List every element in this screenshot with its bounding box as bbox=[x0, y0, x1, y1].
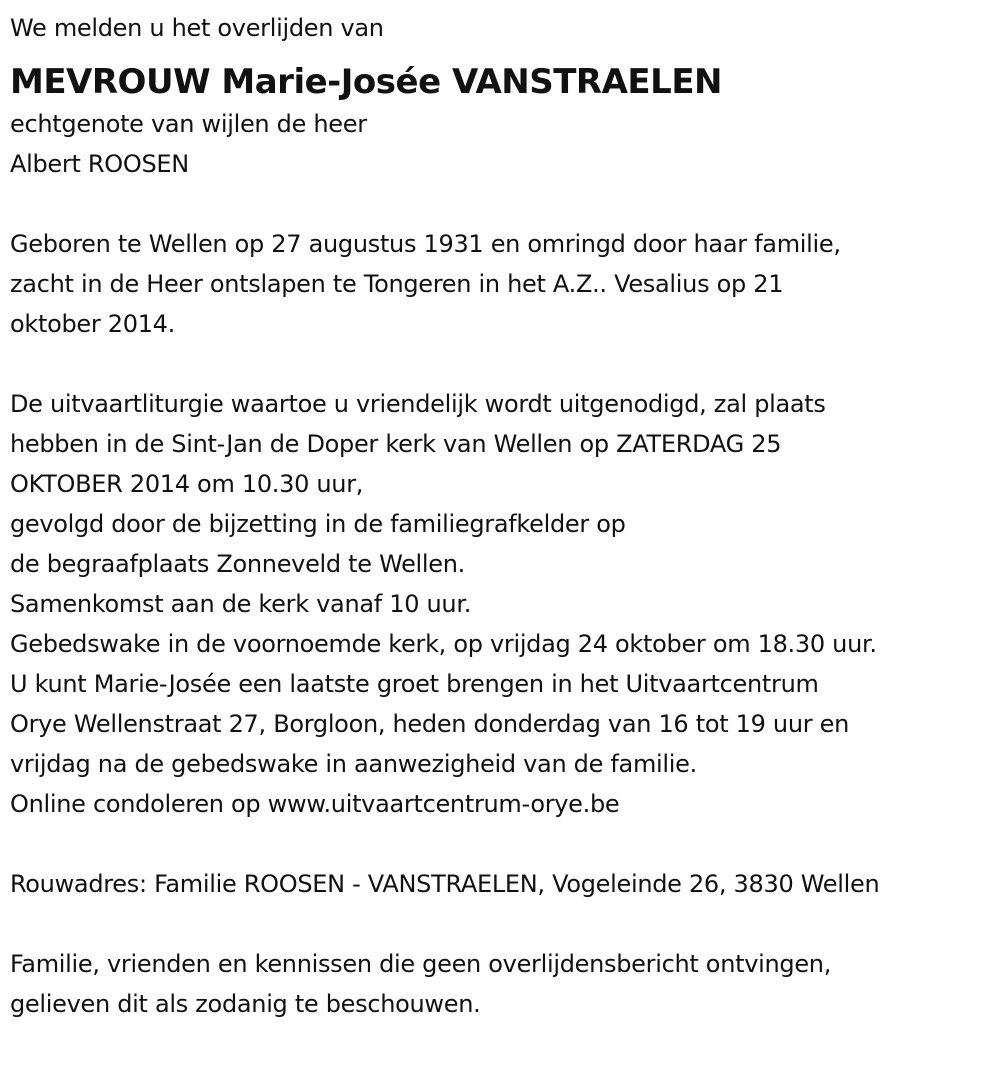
funeral-line-7: Gebedswake in de voornoemde kerk, op vrijdag 24 oktober om 18.30 uur. bbox=[10, 630, 877, 658]
birth-death-line-3: oktober 2014. bbox=[10, 310, 175, 338]
funeral-line-3: OKTOBER 2014 om 10.30 uur, bbox=[10, 470, 364, 498]
birth-death-line-2: zacht in de Heer ontslapen te Tongeren in het A.Z.. Vesalius op 21 bbox=[10, 270, 784, 298]
deceased-name: MEVROUW Marie-Josée VANSTRAELEN bbox=[10, 62, 722, 102]
funeral-line-5: de begraafplaats Zonneveld te Wellen. bbox=[10, 550, 466, 578]
funeral-line-6: Samenkomst aan de kerk vanaf 10 uur. bbox=[10, 590, 472, 618]
funeral-line-8: U kunt Marie-Josée een laatste groet brengen in het Uitvaartcentrum bbox=[10, 670, 819, 698]
funeral-line-9: Orye Wellenstraat 27, Borgloon, heden donderdag van 16 tot 19 uur en bbox=[10, 710, 850, 738]
closing-line-2: gelieven dit als zodanig te beschouwen. bbox=[10, 990, 481, 1018]
intro-text: We melden u het overlijden van bbox=[10, 14, 384, 42]
funeral-line-11: Online condoleren op www.uitvaartcentrum-orye.be bbox=[10, 790, 620, 818]
funeral-line-2: hebben in de Sint-Jan de Doper kerk van Wellen op ZATERDAG 25 bbox=[10, 430, 782, 458]
mourning-address: Rouwadres: Familie ROOSEN - VANSTRAELEN, Vogeleinde 26, 3830 Wellen bbox=[10, 870, 880, 898]
spacer bbox=[10, 184, 995, 224]
funeral-line-1: De uitvaartliturgie waartoe u vriendelijk wordt uitgenodigd, zal plaats bbox=[10, 390, 826, 418]
obituary-notice bbox=[10, 8, 995, 1024]
spacer bbox=[10, 824, 995, 864]
funeral-line-10: vrijdag na de gebedswake in aanwezigheid van de familie. bbox=[10, 750, 697, 778]
closing-line-1: Familie, vrienden en kennissen die geen overlijdensbericht ontvingen, bbox=[10, 950, 832, 978]
spacer bbox=[10, 904, 995, 944]
spouse-line-1: echtgenote van wijlen de heer bbox=[10, 110, 367, 138]
spouse-line-2: Albert ROOSEN bbox=[10, 150, 189, 178]
spacer bbox=[10, 344, 995, 384]
funeral-line-4: gevolgd door de bijzetting in de familiegrafkelder op bbox=[10, 510, 626, 538]
birth-death-line-1: Geboren te Wellen op 27 augustus 1931 en omringd door haar familie, bbox=[10, 230, 841, 258]
